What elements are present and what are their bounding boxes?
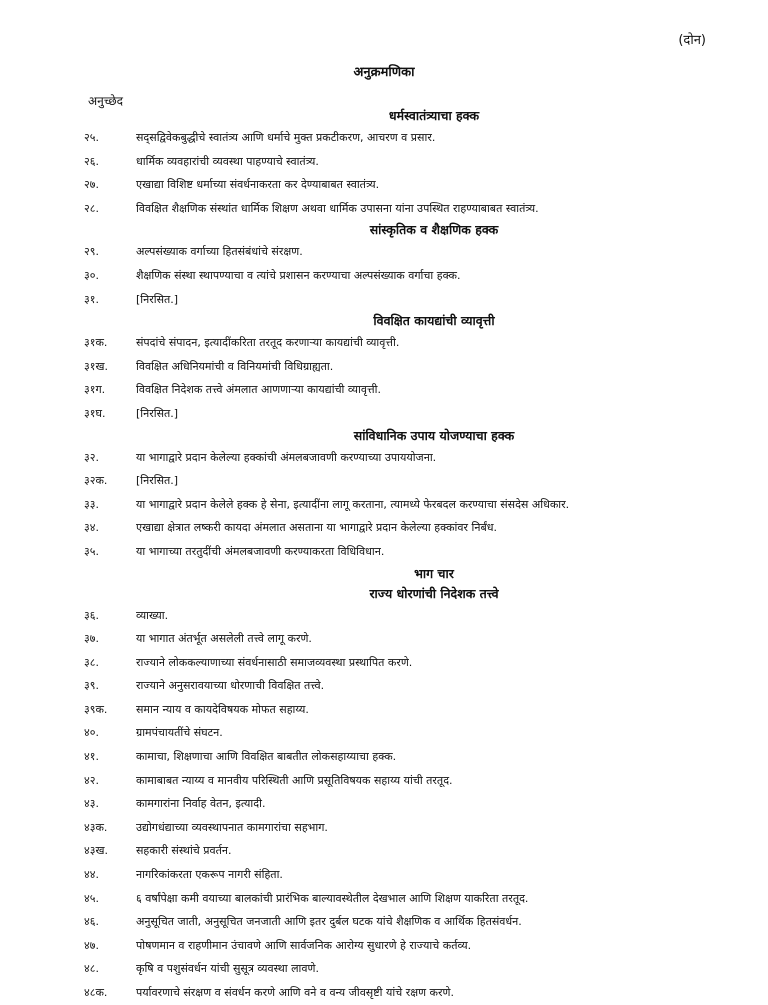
article-title: विवक्षित निदेशक तत्त्वे अंमलात आणणाऱ्या कायद्यांची व्यावृत्ती. <box>136 383 381 397</box>
article-title: या भागाद्वारे प्रदान केलेल्या हक्कांची अंमलबजावणी करण्याच्या उपाययोजना. <box>136 450 437 464</box>
article-title: कामाचा, शिक्षणाचा आणि विवक्षित बाबतीत लोकसहाय्याचा हक्क. <box>136 750 397 764</box>
list-item <box>0 288 768 312</box>
part-label: भाग चार <box>414 565 454 581</box>
list-item <box>0 627 768 651</box>
article-title: राज्याने अनुसरावयाच्या धोरणाची विवक्षित तत्त्वे. <box>136 679 325 693</box>
article-title: सहकारी संस्थांचे प्रवर्तन. <box>136 844 232 858</box>
list-item <box>0 769 768 793</box>
article-number: ४१. <box>84 750 99 764</box>
article-title: अल्पसंख्याक वर्गाच्या हितसंबंधांचे संरक्षण. <box>136 245 303 259</box>
article-number: ४३क. <box>84 820 108 834</box>
list-item <box>0 674 768 698</box>
article-number: ३७. <box>84 632 99 646</box>
list-item <box>0 240 768 264</box>
article-number: ३९. <box>84 679 99 693</box>
article-title: धार्मिक व्यवहारांची व्यवस्था पाहण्याचे स्वातंत्र्य. <box>136 154 319 168</box>
article-number: ३८. <box>84 655 99 669</box>
article-number: ३१ग. <box>84 383 106 397</box>
list-item <box>0 604 768 628</box>
article-number: ४०. <box>84 726 99 740</box>
article-number: ४७. <box>84 938 99 952</box>
article-number: ३६. <box>84 608 99 622</box>
list-item <box>0 957 768 981</box>
list-item <box>0 910 768 934</box>
list-item <box>0 355 768 379</box>
article-number: ३९क. <box>84 702 108 716</box>
list-item <box>0 816 768 840</box>
article-number: ४८. <box>84 962 99 976</box>
article-title: व्याख्या. <box>136 608 169 622</box>
article-title: [निरसित.] <box>136 406 179 420</box>
list-item <box>0 540 768 564</box>
article-title: समान न्याय व कायदेविषयक मोफत सहाय्य. <box>136 702 309 716</box>
article-number: ४८क. <box>84 986 108 999</box>
article-number: २५. <box>84 131 99 144</box>
article-title: एखाद्या क्षेत्रात लष्करी कायदा अंमलात असताना या भागाद्वारे प्रदान केलेल्या हक्कांवर निर्बंध. <box>136 521 497 535</box>
article-title: कृषि व पशुसंवर्धन यांची सुसूत्र व्यवस्था लावणे. <box>136 962 319 976</box>
article-title: पर्यावरणाचे संरक्षण व संवर्धन करणे आणि वने व वन्य जीवसृष्टी यांचे रक्षण करणे. <box>136 986 454 999</box>
article-number: ४६. <box>84 915 99 929</box>
article-title: संपदांचे संपादन, इत्यादींकरिता तरतूद करणाऱ्या कायद्यांची व्यावृत्ती. <box>136 336 400 350</box>
list-item <box>0 745 768 769</box>
list-item <box>0 150 768 174</box>
article-number: ३३. <box>84 497 99 511</box>
list-item <box>0 887 768 911</box>
article-number: ३२क. <box>84 474 108 488</box>
article-number: ३१ख. <box>84 359 108 373</box>
article-title: सद्सद्विवेकबुद्धीचे स्वातंत्र्य आणि धर्माचे मुक्त प्रकटीकरण, आचरण व प्रसार. <box>136 131 436 144</box>
list-item <box>0 981 768 1005</box>
article-title: उद्योगधंद्याच्या व्यवस्थापनात कामगारांचा सहभाग. <box>136 820 328 834</box>
section-heading: सांस्कृतिक व शैक्षणिक हक्क <box>369 222 499 238</box>
article-title: पोषणमान व राहणीमान उंचावणे आणि सार्वजनिक आरोग्य सुधारणे हे राज्याचे कर्तव्य. <box>136 938 472 952</box>
list-item <box>0 197 768 221</box>
article-title: या भागात अंतर्भूत असलेली तत्त्वे लागू करणे. <box>136 632 312 646</box>
list-item <box>0 698 768 722</box>
table-of-contents <box>0 106 768 1005</box>
document-title: अनुक्रमणिका <box>353 65 415 80</box>
list-item <box>0 469 768 493</box>
article-number: ४३. <box>84 797 99 811</box>
article-number: २७. <box>84 178 99 192</box>
article-title: ग्रामपंचायतींचे संघटन. <box>136 726 223 740</box>
article-number: ४२. <box>84 773 99 787</box>
article-column-label: अनुच्छेद <box>88 94 124 108</box>
list-item <box>0 331 768 355</box>
article-number: ३०. <box>84 268 99 282</box>
article-title: या भागाद्वारे प्रदान केलेले हक्क हे सेना, इत्यादींना लागू करताना, त्यामध्ये फेरबदल करण्याचा संसदेस अधिकार. <box>136 497 570 511</box>
list-item <box>0 126 768 150</box>
list-item <box>0 863 768 887</box>
article-title: या भागाच्या तरतुदींची अंमलबजावणी करण्याकरता विधिविधान. <box>136 544 385 558</box>
article-number: २८. <box>84 201 99 215</box>
list-item <box>0 516 768 540</box>
list-item <box>0 378 768 402</box>
article-title: विवक्षित शैक्षणिक संस्थांत धार्मिक शिक्षण अथवा धार्मिक उपासना यांना उपस्थित राहण्याबाबत स्वातंत्र्य. <box>136 201 539 215</box>
article-number: ३२. <box>84 450 99 464</box>
article-number: ३४. <box>84 521 99 535</box>
list-item <box>0 493 768 517</box>
list-item <box>0 446 768 470</box>
article-title: कामाबाबत न्याय्य व मानवीय परिस्थिती आणि प्रसूतिविषयक सहाय्य यांची तरतूद. <box>136 773 453 787</box>
list-item <box>0 934 768 958</box>
article-number: ४५. <box>84 891 99 905</box>
article-number: २९. <box>84 245 99 259</box>
list-item <box>0 651 768 675</box>
list-item <box>0 721 768 745</box>
list-item <box>0 402 768 426</box>
article-number: ३१क. <box>84 336 108 350</box>
list-item <box>0 173 768 197</box>
article-title: नागरिकांकरता एकरूप नागरी संहिता. <box>136 868 283 882</box>
section-heading: धर्मस्वातंत्र्याचा हक्क <box>388 108 480 123</box>
article-number: २६. <box>84 154 99 168</box>
part-heading: राज्य धोरणांची निदेशक तत्त्वे <box>369 585 499 601</box>
article-number: ४३ख. <box>84 844 108 858</box>
article-title: कामगारांना निर्वाह वेतन, इत्यादी. <box>136 797 266 811</box>
article-number: ३१घ. <box>84 406 106 420</box>
article-title: [निरसित.] <box>136 292 179 306</box>
list-item <box>0 792 768 816</box>
page-number-label: (दोन) <box>678 33 706 48</box>
article-title: एखाद्या विशिष्ट धर्माच्या संवर्धनाकरता कर देण्याबाबत स्वातंत्र्य. <box>136 178 380 192</box>
article-title: [निरसित.] <box>136 474 179 488</box>
article-number: ३५. <box>84 544 99 558</box>
list-item <box>0 839 768 863</box>
article-number: ४४. <box>84 868 99 882</box>
section-heading: विवक्षित कायद्यांची व्यावृत्ती <box>373 313 495 329</box>
article-title: शैक्षणिक संस्था स्थापण्याचा व त्यांचे प्रशासन करण्याचा अल्पसंख्याक वर्गाचा हक्क. <box>136 268 461 282</box>
list-item <box>0 264 768 288</box>
section-heading: सांविधानिक उपाय योजण्याचा हक्क <box>353 427 515 443</box>
article-number: ३१. <box>84 292 99 306</box>
article-title: ६ वर्षांपेक्षा कमी वयाच्या बालकांची प्रारंभिक बाल्यावस्थेतील देखभाल आणि शिक्षण याकरिता तरतूद. <box>136 891 529 905</box>
article-title: विवक्षित अधिनियमांची व विनियमांची विधिग्राह्यता. <box>136 359 334 373</box>
article-title: अनुसूचित जाती, अनुसूचित जनजाती आणि इतर दुर्बल घटक यांचे शैक्षणिक व आर्थिक हितसंवर्धन. <box>136 915 522 929</box>
article-title: राज्याने लोककल्याणाच्या संवर्धनासाठी समाजव्यवस्था प्रस्थापित करणे. <box>136 655 413 669</box>
